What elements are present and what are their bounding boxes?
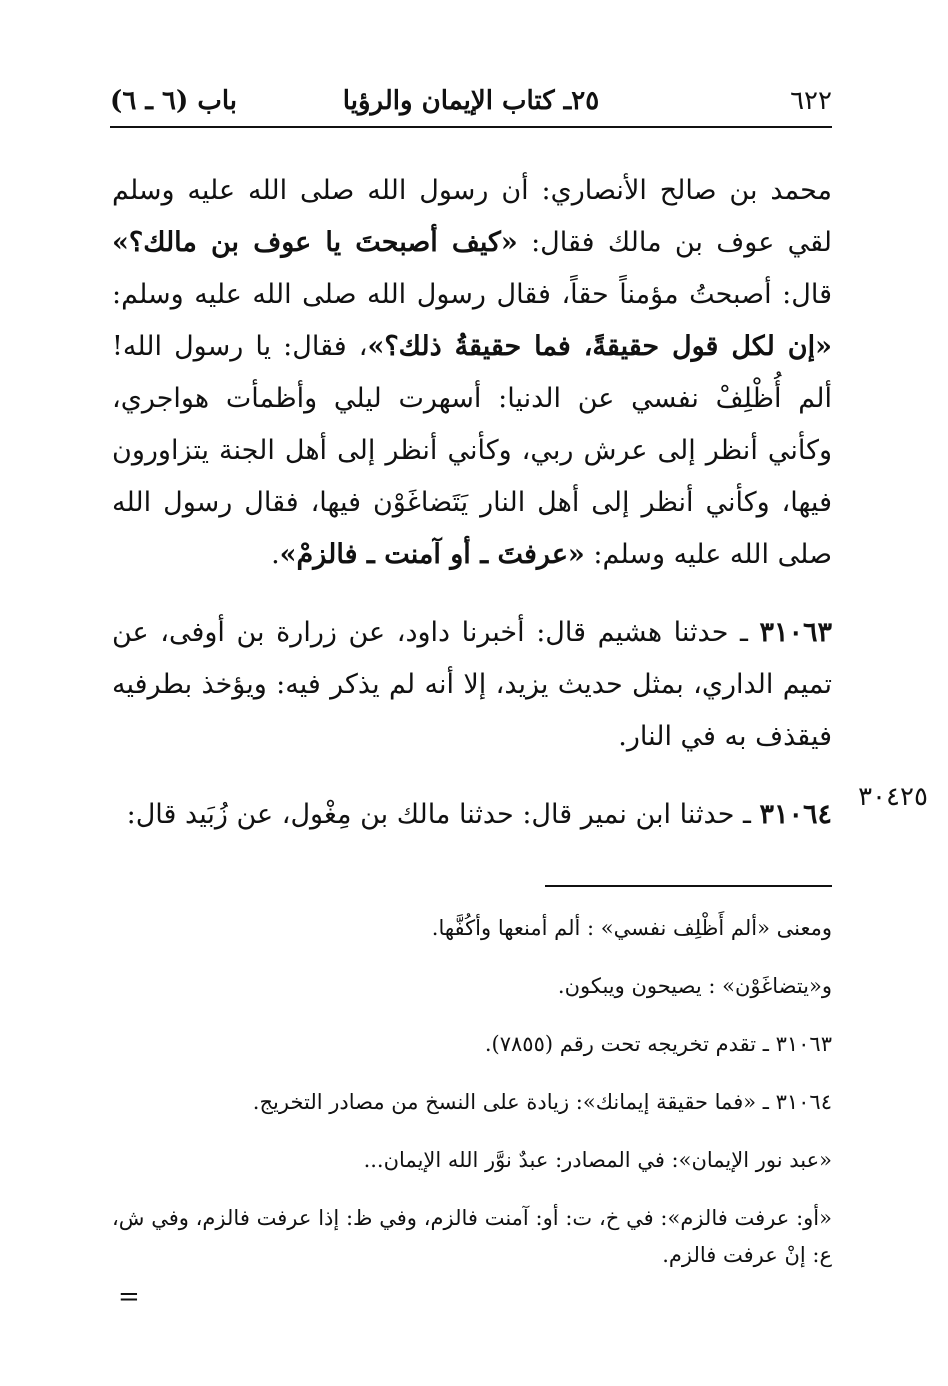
footnote: ٣١٠٦٣ ـ تقدم تخريجه تحت رقم (٧٨٥٥). xyxy=(484,1032,832,1056)
footnote-divider xyxy=(545,885,832,887)
footnote: «عبد نور الإيمان»: في المصادر: عبدٌ نوَّر الله الإيمان... xyxy=(363,1148,832,1172)
footnotes xyxy=(112,910,832,1274)
hadith-text: ـ حدثنا هشيم قال: أخبرنا داود، عن زرارة بن أوفى، عن تميم الداري، بمثل حديث يزيد، إلا أنه لم يذكر فيه: ويؤخذ بطرفيه فيقذف به في النار. xyxy=(112,617,832,752)
hadith-text: ـ حدثنا ابن نمير قال: حدثنا مالك بن مِغْول، عن زُبَيد قال: xyxy=(126,799,760,830)
main-text xyxy=(112,165,832,841)
footnote: ومعنى «ألم أَظْلِف نفسي» : ألم أمنعها وأكُفَّها. xyxy=(431,916,832,940)
text-segment: . xyxy=(271,539,280,570)
hadith-number: ٣١٠٦٤ xyxy=(759,799,832,830)
text-segment: قال: أصبحتُ مؤمناً حقاً، فقال رسول الله صلى الله عليه وسلم: xyxy=(112,279,832,310)
footnote: و«يتضاغَوْن» : يصيحون ويبكون. xyxy=(557,974,832,998)
footnote: ٣١٠٦٤ ـ «فما حقيقة إيمانك»: زيادة على النسخ من مصادر التخريج. xyxy=(252,1090,832,1114)
bold-quote: «إن لكل قول حقيقةً، فما حقيقةُ ذلك؟» xyxy=(367,331,832,362)
text-segment: ، فقال: يا رسول الله! ألم أُظْلِفْ نفسي عن الدنيا: أسهرت ليلي وأظمأت هواجري، وكأني أنظر إلى عرش ربي، وكأني أنظر إلى أهل الجنة يتزاورون فيها، وكأني أنظر إلى أهل النار يَتَضاغَوْن فيها، فقال رسول الله صلى الله عليه وسلم: xyxy=(112,331,832,570)
text-segment: محمد بن صالح الأنصاري: أن رسول الله صلى الله عليه وسلم لقي عوف بن مالك فقال: xyxy=(112,175,833,258)
bold-quote: «عرفتَ ـ أو آمنت ـ فالزمْ» xyxy=(279,539,585,570)
continuation-mark: = xyxy=(118,1282,140,1312)
footnote: «أو: عرفت فالزم»: في خ، ت: أو: آمنت فالزم، وفي ظ: إذا عرفت فالزم، وفي ش، ع: إنْ عرفت فالزم. xyxy=(112,1206,832,1267)
running-title: ٢٥ـ كتاب الإيمان والرؤيا xyxy=(342,86,600,116)
bold-quote: «كيف أصبحتَ يا عوف بن مالك؟» xyxy=(112,227,518,258)
paragraph-hadith-continuation xyxy=(112,165,832,581)
paragraph-hadith-31064 xyxy=(112,789,832,841)
header-divider xyxy=(110,126,832,128)
paragraph-hadith-31063 xyxy=(112,607,832,763)
hadith-number: ٣١٠٦٣ xyxy=(759,617,832,648)
page-number: ٦٢٢ xyxy=(790,86,832,116)
margin-reference-number: ٣٠٤٢٥ xyxy=(858,782,928,812)
page-header xyxy=(110,80,832,120)
chapter-label: باب (٦ ـ ٦) xyxy=(110,86,237,116)
